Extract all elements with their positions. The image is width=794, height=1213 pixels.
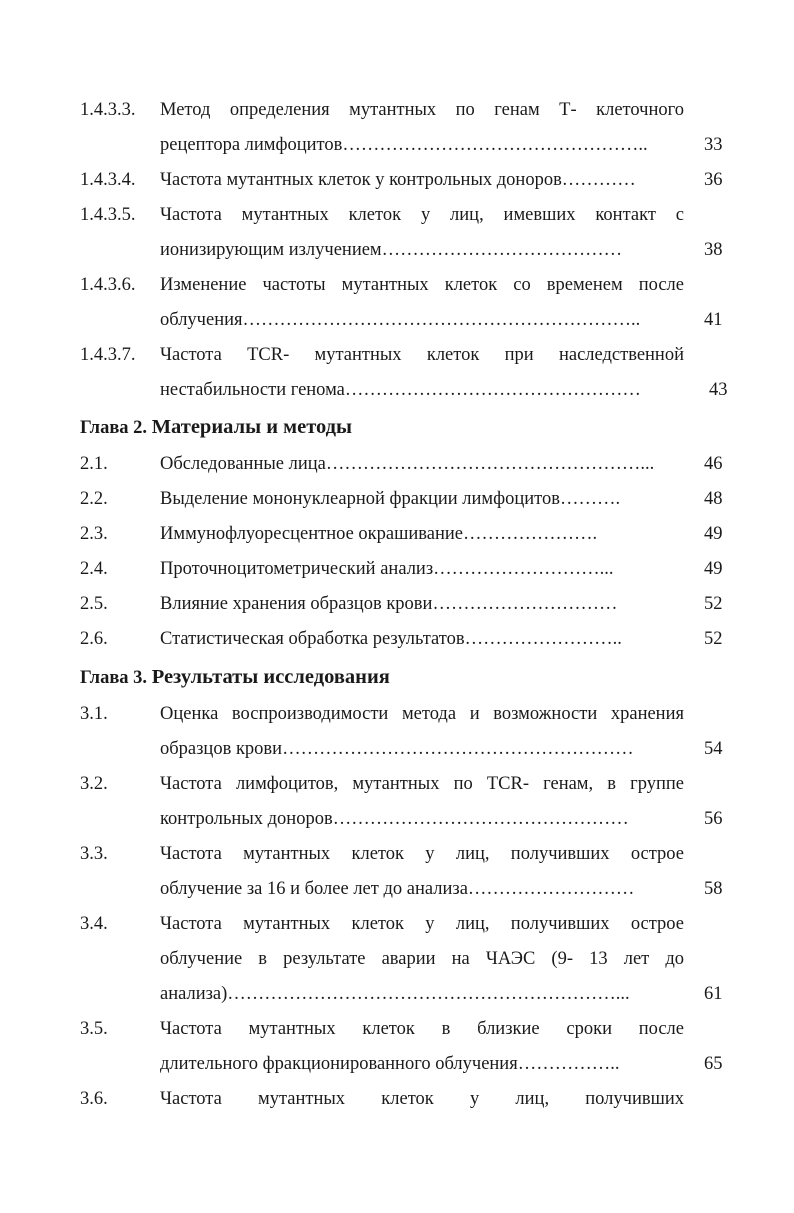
toc-entry-title-line: длительного фракционированного облучения…………….. (160, 1054, 620, 1074)
toc-entry-number: 2.3. (80, 524, 108, 544)
toc-entry-number: 2.1. (80, 454, 108, 474)
toc-page-number: 61 (704, 984, 723, 1004)
toc-entry-title-line: Влияние хранения образцов крови………………………… (160, 594, 618, 614)
toc-entry-title-line: нестабильности генома………………………………………… (160, 380, 641, 400)
toc-entry-title-line: ионизирующим излучением………………………………… (160, 240, 623, 260)
toc-page-number: 54 (704, 739, 723, 759)
toc-entry-number: 2.4. (80, 559, 108, 579)
toc-entry-number: 3.1. (80, 704, 108, 724)
toc-entry-number: 1.4.3.6. (80, 275, 136, 295)
toc-page-number: 56 (704, 809, 723, 829)
toc-entry-title-line: Частота мутантных клеток у контрольных доноров………… (160, 170, 636, 190)
toc-entry-title-line: образцов крови………………………………………………… (160, 739, 634, 759)
toc-entry-title-line: Частота мутантных клеток у лиц, получивших острое (160, 914, 684, 934)
toc-page-number: 58 (704, 879, 723, 899)
toc-entry-number: 3.6. (80, 1089, 108, 1109)
toc-entry-title-line: Частота мутантных клеток у лиц, имевших контакт с (160, 205, 684, 225)
toc-entry-number: 2.6. (80, 629, 108, 649)
toc-entry-title-line: Выделение мононуклеарной фракции лимфоцитов………. (160, 489, 621, 509)
toc-entry-title-line: Метод определения мутантных по генам Т- клеточного (160, 100, 684, 120)
toc-page-number: 38 (704, 240, 723, 260)
chapter-title: Результаты исследования (151, 666, 390, 688)
toc-page-number: 65 (704, 1054, 723, 1074)
toc-entry-title-line: Статистическая обработка результатов…………………….. (160, 629, 622, 649)
chapter-title: Материалы и методы (151, 416, 353, 438)
toc-entry-title-line: Частота лимфоцитов, мутантных по TCR- генам, в группе (160, 774, 684, 794)
chapter-heading (80, 417, 352, 438)
toc-entry-title-line: облучения……………………………………………………….. (160, 310, 641, 330)
toc-entry-number: 2.5. (80, 594, 108, 614)
toc-entry-title-line: облучение за 16 и более лет до анализа……………………… (160, 879, 635, 899)
toc-page-number: 49 (704, 524, 723, 544)
toc-entry-title-line: рецептора лимфоцитов………………………………………….. (160, 135, 648, 155)
toc-entry-number: 1.4.3.7. (80, 345, 136, 365)
toc-entry-title-line: Иммунофлуоресцентное окрашивание…………………. (160, 524, 598, 544)
toc-entry-number: 3.4. (80, 914, 108, 934)
toc-entry-title-line: контрольных доноров………………………………………… (160, 809, 629, 829)
toc-entry-number: 1.4.3.4. (80, 170, 136, 190)
toc-entry-title-line: Проточноцитометрический анализ………………………... (160, 559, 614, 579)
toc-entry-title-line: Частота TCR- мутантных клеток при наследственной (160, 345, 684, 365)
toc-page-number: 36 (704, 170, 723, 190)
toc-page-number: 43 (709, 380, 728, 400)
toc-entry-title-line: Частота мутантных клеток у лиц, получивших (160, 1089, 684, 1109)
toc-entry-title-line: Изменение частоты мутантных клеток со временем после (160, 275, 684, 295)
toc-entry-title-line: Оценка воспроизводимости метода и возможности хранения (160, 704, 684, 724)
toc-page-number: 46 (704, 454, 723, 474)
toc-page-number: 33 (704, 135, 723, 155)
chapter-prefix: Глава 2. (80, 418, 148, 438)
toc-page-number: 41 (704, 310, 723, 330)
toc-page-number: 49 (704, 559, 723, 579)
toc-entry-number: 3.3. (80, 844, 108, 864)
toc-entry-number: 1.4.3.3. (80, 100, 136, 120)
toc-entry-title-line: анализа)………………………………………………………... (160, 984, 630, 1004)
toc-page-number: 48 (704, 489, 723, 509)
toc-page-number: 52 (704, 594, 723, 614)
toc-page-number: 52 (704, 629, 723, 649)
toc-entry-number: 2.2. (80, 489, 108, 509)
chapter-heading (80, 667, 390, 688)
toc-entry-title-line: Обследованные лица……………………………………………... (160, 454, 655, 474)
toc-entry-number: 3.5. (80, 1019, 108, 1039)
toc-entry-number: 3.2. (80, 774, 108, 794)
toc-entry-title-line: Частота мутантных клеток в близкие сроки после (160, 1019, 684, 1039)
toc-entry-title-line: Частота мутантных клеток у лиц, получивших острое (160, 844, 684, 864)
chapter-prefix: Глава 3. (80, 668, 148, 688)
toc-entry-number: 1.4.3.5. (80, 205, 136, 225)
toc-entry-title-line: облучение в результате аварии на ЧАЭС (9- 13 лет до (160, 949, 684, 969)
